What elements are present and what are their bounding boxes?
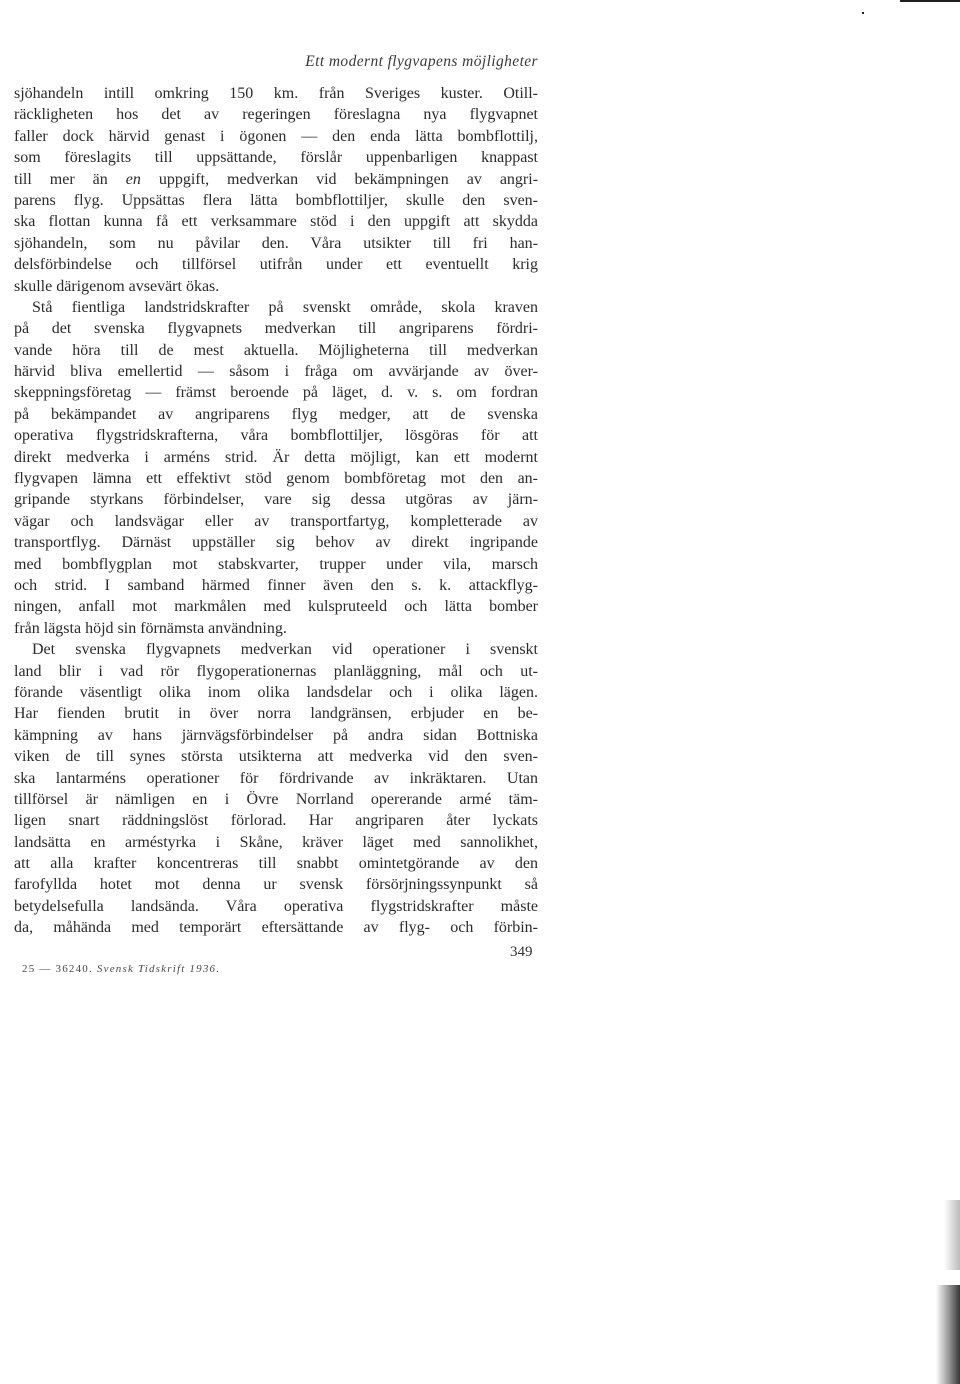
text-line: sjöhandeln, som nu påvilar den. Våra utsikter till fri han- <box>14 234 538 252</box>
body-text <box>14 83 538 939</box>
text-line: sjöhandeln intill omkring 150 km. från Sveriges kuster. Otill- <box>14 85 538 102</box>
text-line: ningen, anfall mot markmålen med kulspruteeld och lätta bomber <box>14 598 538 616</box>
journal-name: Svensk Tidskrift 1936. <box>96 963 221 975</box>
text-line: ska lantarméns operationer för fördrivande av inkräktaren. Utan <box>14 769 538 787</box>
text-line: parens flyg. Uppsättas flera lätta bombflottiljer, skulle den sven- <box>14 191 538 209</box>
text-line: räckligheten hos det av regeringen föreslagna nya flygvapnet <box>14 106 538 124</box>
text-line: da, måhända med temporärt eftersättande av flyg- och förbin- <box>14 919 538 937</box>
text-line: Har fienden brutit in över norra landgränsen, erbjuder en be- <box>14 705 538 723</box>
text-line: direkt medverka i arméns strid. Är detta möjligt, kan ett modernt <box>14 448 538 466</box>
print-code: 25 — 36240. <box>22 963 93 975</box>
scan-artifact-edge-faint <box>944 1200 960 1270</box>
text-line: betydelsefulla landsända. Våra operativa flygstridskrafter måste <box>14 897 538 915</box>
text-line: skeppningsföretag — främst beroende på läget, d. v. s. om fordran <box>14 384 538 402</box>
scan-artifact-line <box>900 0 960 2</box>
scan-artifact-edge <box>936 1285 960 1384</box>
text-line: land blir i vad rör flygoperationernas planläggning, mål och ut- <box>14 662 538 680</box>
text-fragment: uppgift, medverkan vid bekämpningen av angri- <box>158 170 539 188</box>
text-line: operativa flygstridskrafterna, våra bombflottiljer, lösgöras för att <box>14 427 538 445</box>
text-line: ligen snart räddningslöst förlorad. Har angriparen åter lyckats <box>14 812 538 830</box>
page-number: 349 <box>510 944 533 960</box>
text-line: och strid. I samband härmed finner även den s. k. attackflyg- <box>14 576 538 594</box>
text-line: på det svenska flygvapnets medverkan till angriparens fördri- <box>14 320 538 338</box>
footer-signature <box>22 963 220 975</box>
text-line: viken de till synes största utsikterna att medverka vid den sven- <box>14 748 538 766</box>
text-line: på bekämpandet av angriparens flyg medger, att de svenska <box>14 405 538 423</box>
emphasized-word: en <box>125 170 141 188</box>
text-line: ska flottan kunna få ett verksammare stöd i den uppgift att skydda <box>14 213 538 231</box>
running-header: Ett modernt flygvapens möjligheter <box>305 53 538 70</box>
text-line: faller dock härvid genast i ögonen — den enda lätta bombflottilj, <box>14 127 538 145</box>
text-line: vande höra till de mest aktuella. Möjligheterna till medverkan <box>14 341 538 359</box>
text-line: skulle därigenom avsevärt ökas. <box>14 277 220 295</box>
text-line: med bombflygplan mot stabskvarter, trupper under vila, marsch <box>14 555 538 573</box>
text-line: vägar och landsvägar eller av transportfartyg, kompletterade av <box>14 512 538 530</box>
text-line: kämpning av hans järnvägsförbindelser på andra sidan Bottniska <box>14 726 538 744</box>
text-line: delsförbindelse och tillförsel utifrån under ett eventuellt krig <box>14 256 538 274</box>
scan-artifact-dot <box>862 12 864 14</box>
paragraph-start-line: Stå fientliga landstridskrafter på svenskt område, skola kraven <box>32 298 538 316</box>
text-line: transportflyg. Därnäst uppställer sig behov av direkt ingripande <box>14 534 538 552</box>
text-line: att alla krafter koncentreras till snabbt omintetgörande av den <box>14 855 538 873</box>
text-line: förande väsentligt olika inom olika landsdelar och i olika lägen. <box>14 683 538 701</box>
text-line: farofyllda hotet mot denna ur svensk försörjningssynpunkt så <box>14 876 538 894</box>
text-line: härvid bliva emellertid — såsom i fråga om avvärjande av över- <box>14 363 538 381</box>
paragraph-start-line: Det svenska flygvapnets medverkan vid operationer i svenskt <box>32 641 538 659</box>
text-line-with-emphasis <box>14 169 538 190</box>
text-line: gripande styrkans förbindelser, vare sig dessa utgöras av järn- <box>14 491 538 509</box>
text-line: från lägsta höjd sin förnämsta användning. <box>14 619 287 637</box>
text-line: landsätta en arméstyrka i Skåne, kräver läget med sannolikhet, <box>14 833 538 851</box>
text-line: flygvapen lämna ett effektivt stöd genom bombföretag mot den an- <box>14 470 538 488</box>
text-fragment: till mer än <box>14 170 108 188</box>
text-line: som föreslagits till uppsättande, förslår uppenbarligen knappast <box>14 149 538 167</box>
text-line: tillförsel är nämligen en i Övre Norrland opererande armé täm- <box>14 790 538 808</box>
